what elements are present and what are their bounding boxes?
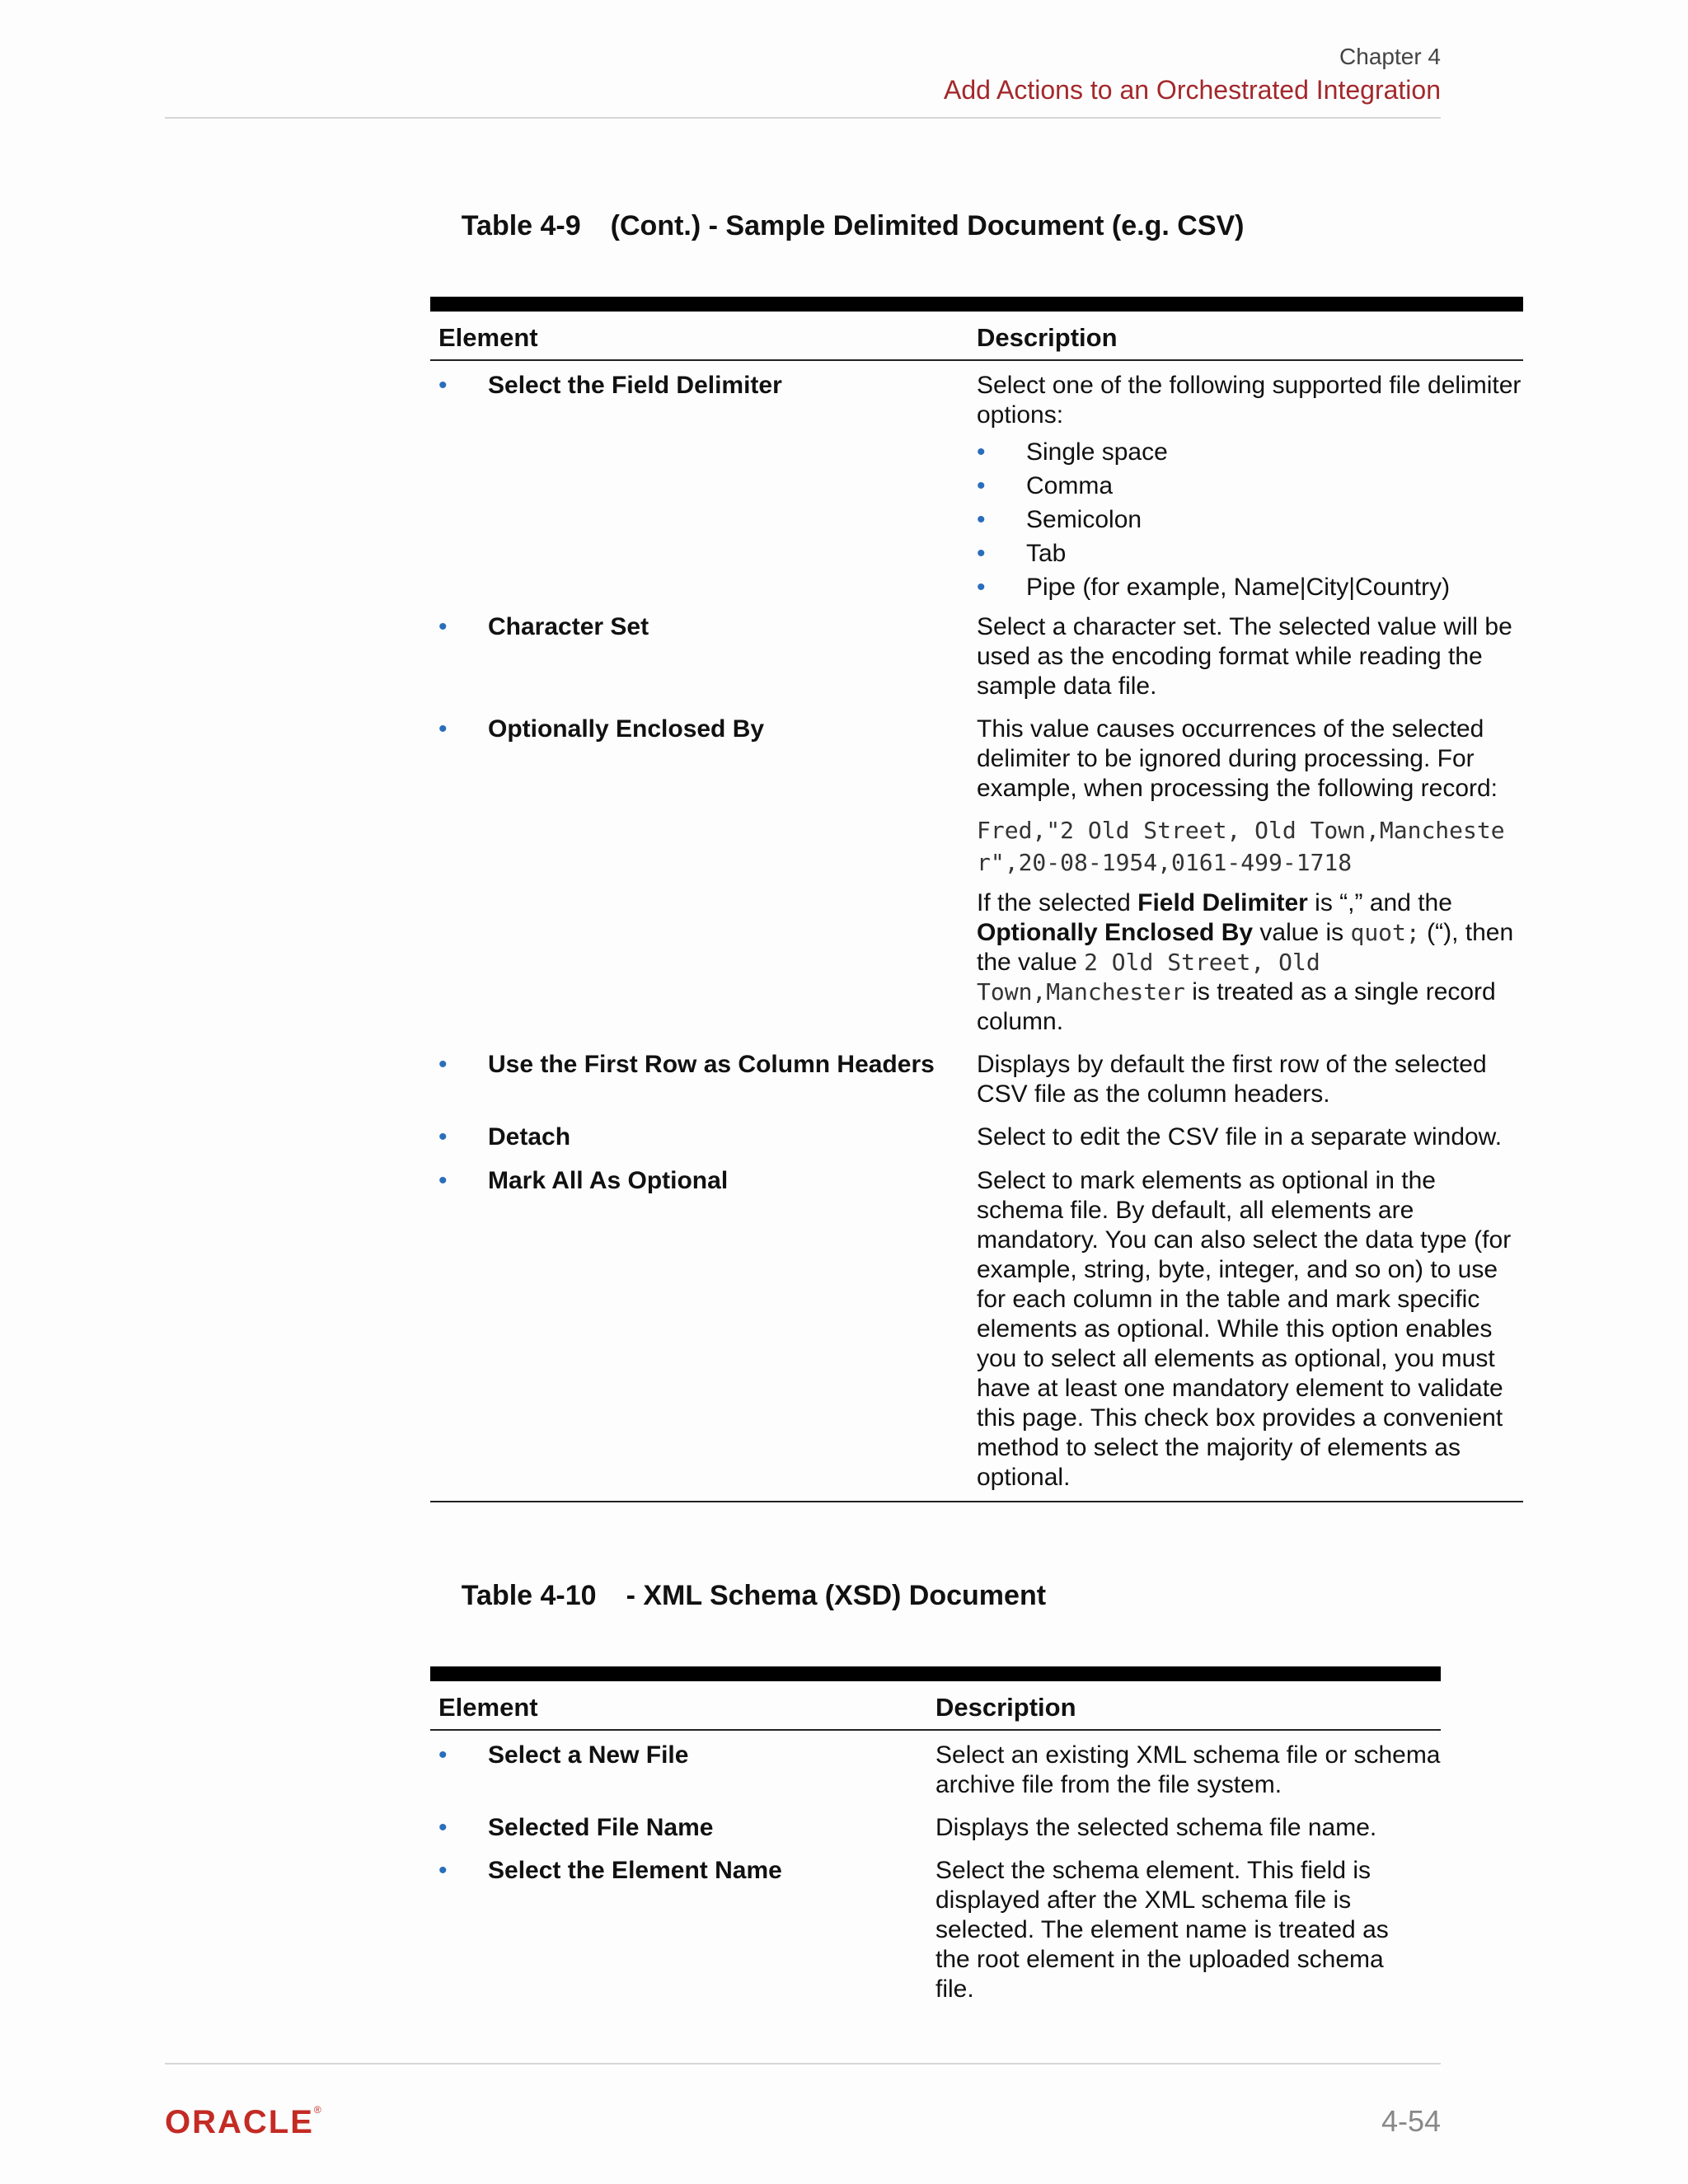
description-paragraph	[977, 888, 1523, 1037]
text-segment: (“), then the value	[977, 919, 1514, 976]
field-delimiter-term: Field Delimiter	[1137, 889, 1308, 916]
table-caption	[430, 176, 1523, 275]
table-number: Table 4-9	[461, 210, 581, 241]
element-item	[438, 1122, 977, 1152]
table-row	[430, 1843, 1441, 2004]
chapter-title: Add Actions to an Orchestrated Integration	[943, 75, 1441, 105]
table-header-row	[430, 1681, 1441, 1731]
optionally-enclosed-by-term: Optionally Enclosed By	[977, 919, 1254, 946]
description-text: Select an existing XML schema file or schema archive file from the file system.	[935, 1741, 1441, 1798]
element-item	[438, 1050, 977, 1080]
bullet-icon: •	[438, 1741, 448, 1769]
bullet-icon: •	[977, 540, 986, 567]
element-name: Character Set	[488, 613, 649, 640]
element-item	[438, 1813, 935, 1843]
bullet-icon: •	[977, 438, 986, 466]
table-4-10	[430, 1546, 1441, 2004]
code-inline: 2 Old Street, Old Town,Manchester	[977, 949, 1320, 1005]
text-segment: value is	[1253, 919, 1351, 946]
description-text: Displays the selected schema file name.	[935, 1814, 1377, 1841]
table-row	[430, 1037, 1523, 1109]
element-name: Detach	[488, 1123, 571, 1151]
table-4-9	[430, 176, 1523, 1502]
table-title: - XML Schema (XSD) Document	[626, 1580, 1047, 1611]
option-text: Single space	[1026, 438, 1168, 466]
bullet-icon: •	[438, 372, 448, 399]
bullet-icon: •	[438, 613, 448, 640]
table-bottom-rule	[430, 1501, 1523, 1502]
text-segment: is “,” and the	[1307, 889, 1452, 916]
table-row	[430, 701, 1523, 1037]
table-row	[430, 1800, 1441, 1843]
bullet-icon: •	[438, 1814, 448, 1841]
bullet-icon: •	[438, 1051, 448, 1078]
option-text: Semicolon	[1026, 506, 1142, 533]
chapter-label: Chapter 4	[1339, 44, 1441, 69]
column-header-description: Description	[977, 323, 1118, 352]
element-name: Mark All As Optional	[488, 1167, 729, 1194]
element-name: Optionally Enclosed By	[488, 715, 765, 743]
bullet-icon: •	[438, 1857, 448, 1884]
element-name: Select the Field Delimiter	[488, 372, 782, 399]
footer-divider	[165, 2063, 1441, 2064]
list-item	[977, 503, 1523, 537]
bullet-icon: •	[977, 506, 986, 533]
list-item	[977, 469, 1523, 503]
page-number: 4-54	[1381, 2104, 1441, 2138]
element-name: Selected File Name	[488, 1814, 714, 1841]
description-text: Select a character set. The selected value will be used as the encoding format while reading the sample data file.	[977, 613, 1512, 700]
option-text: Comma	[1026, 472, 1114, 499]
code-inline: quot;	[1350, 919, 1420, 946]
description-text: Select to mark elements as optional in the schema file. By default, all elements are mandatory. You can also select the data type (for example, string, byte, integer, and so on) to use for each column in the table and mark specific elements as optional. While this option enables you to select all elements as optional, you must have at least one mandatory element to validate this page. This check box provides a convenient method to select the majority of elements as optional.	[977, 1167, 1512, 1491]
column-header-element: Element	[438, 1693, 538, 1722]
table-row	[430, 604, 1523, 701]
table-row	[430, 1152, 1523, 1501]
registered-mark: ®	[313, 2104, 321, 2116]
bullet-icon: •	[977, 574, 986, 601]
list-item	[977, 570, 1523, 604]
option-text: Tab	[1026, 540, 1067, 567]
table-top-bar	[430, 297, 1523, 312]
table-top-bar	[430, 1666, 1441, 1681]
element-item	[438, 715, 977, 744]
table-row	[430, 361, 1523, 604]
text-segment: If the selected	[977, 889, 1138, 916]
element-item	[438, 371, 977, 401]
element-name: Select the Element Name	[488, 1857, 782, 1884]
element-item	[438, 1166, 977, 1196]
column-header-description: Description	[935, 1693, 1076, 1722]
bullet-icon: •	[438, 1167, 448, 1194]
description-text: Select to edit the CSV file in a separate window.	[977, 1123, 1503, 1151]
description-text: Select the schema element. This field is displayed after the XML schema file is selected. The element name is treated as the root element in the uploaded schema file.	[935, 1857, 1389, 2003]
list-item	[977, 537, 1523, 570]
bullet-icon: •	[977, 472, 986, 499]
delimiter-options-list	[977, 435, 1523, 604]
code-sample: Fred,"2 Old Street, Old Town,Manchester",20-08-1954,0161-499-1718	[977, 817, 1505, 876]
table-caption	[430, 1546, 1441, 1645]
text-segment: is treated as a single record column.	[977, 978, 1496, 1035]
element-item	[438, 1856, 935, 1886]
logo-text: ORACLE	[165, 2104, 314, 2140]
bullet-icon: •	[438, 1123, 448, 1151]
table-row	[430, 1731, 1441, 1800]
description-text: This value causes occurrences of the selected delimiter to be ignored during processing. For example, when processing the following record:	[977, 715, 1498, 802]
header-divider	[165, 117, 1441, 119]
description-text: Select one of the following supported file delimiter options:	[977, 372, 1522, 429]
description-text: Displays by default the first row of the selected CSV file as the column headers.	[977, 1051, 1487, 1108]
table-title: (Cont.) - Sample Delimited Document (e.g. CSV)	[610, 210, 1245, 241]
element-item	[438, 612, 977, 642]
option-text: Pipe (for example, Name|City|Country)	[1026, 574, 1451, 601]
oracle-logo	[165, 2104, 321, 2141]
table-header-row	[430, 312, 1523, 361]
page-header	[944, 41, 1441, 107]
element-item	[438, 1741, 935, 1770]
element-name: Select a New File	[488, 1741, 689, 1769]
list-item	[977, 435, 1523, 469]
element-name: Use the First Row as Column Headers	[488, 1051, 935, 1078]
bullet-icon: •	[438, 715, 448, 743]
table-number: Table 4-10	[461, 1580, 597, 1611]
table-row	[430, 1109, 1523, 1152]
column-header-element: Element	[438, 323, 538, 352]
